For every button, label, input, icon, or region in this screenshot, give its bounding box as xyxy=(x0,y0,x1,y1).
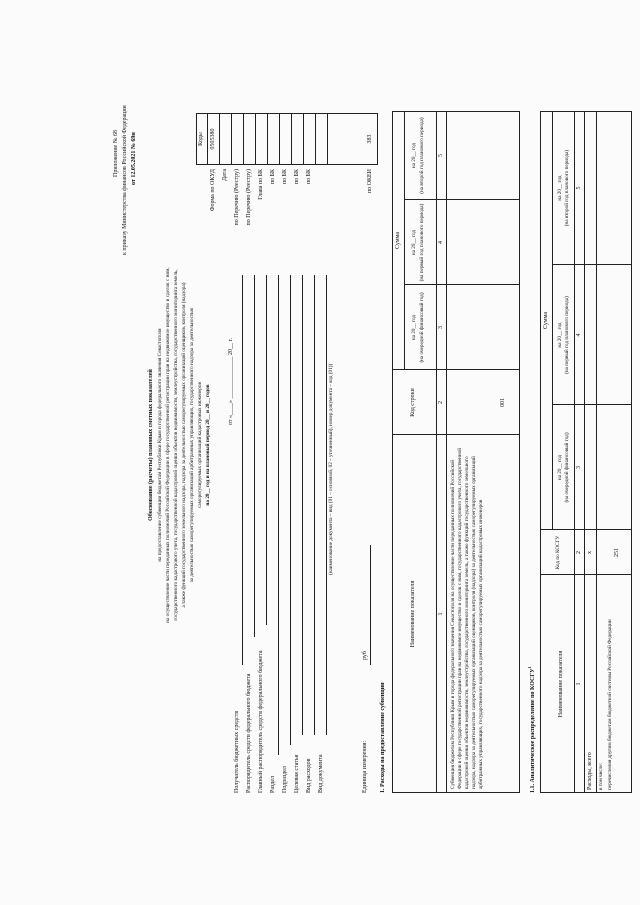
unit-label: Единица измерения: xyxy=(362,740,368,793)
s11-num-1: 1 xyxy=(576,682,582,686)
chapter-label: Глава по БК xyxy=(258,169,264,200)
field-section: Раздел xyxy=(270,776,276,793)
s1-y3-note: (на второй год планового периода) xyxy=(419,117,425,194)
s11-row-total: Расходы, всего xyxy=(587,752,593,790)
s1-y3: на 20__ год xyxy=(411,142,417,169)
order-date: от 12.05.2021 № 69н xyxy=(131,132,137,185)
okei-label: по ОКЕИ xyxy=(367,169,373,194)
s1-y2-note: (на первый год планового периода) xyxy=(419,203,425,282)
bk-4-label: по БК xyxy=(306,169,312,185)
s11-y3: на 20__ год xyxy=(557,175,563,201)
s11-col-code: Код по КОСГУ xyxy=(555,535,561,570)
s11-num-4: 4 xyxy=(576,333,582,337)
field-manager: Распорядитель средств федерального бюджета xyxy=(246,673,252,793)
s11-col-sum: Сумма xyxy=(543,312,549,329)
footnote-mark: 1 xyxy=(527,666,532,669)
field-subsection: Подраздел xyxy=(282,766,288,793)
title-line-2: на предоставление субвенции бюджетам Республики Крым и города федерального значения Севастополя xyxy=(157,328,163,562)
title-line-4: государственного кадастрового учета, государственной кадастровой оценки объектов недвижимости, землеустройства, государственного мониторинга земель, xyxy=(173,269,179,621)
s11-row-transfers-code: 251 xyxy=(614,548,620,557)
s1-y1: на 20__ год xyxy=(411,314,417,341)
s1-num-1: 1 xyxy=(438,612,444,616)
okud-value: 0505380 xyxy=(210,128,216,150)
bk-1-label: по БК xyxy=(270,169,276,185)
title-period: на 20__ год и на плановый период 20__ и 20__ годов xyxy=(205,384,211,506)
field-target-article: Целевая статья xyxy=(294,754,300,793)
title-line-3: на осуществление части переданных полномочий Российской Федерации в сфере государственной регистрации прав на недвижимое имущество и сделок с ним, xyxy=(165,267,171,623)
field-expense-type: Вид расходов xyxy=(306,758,312,793)
s1-num-5: 5 xyxy=(438,154,444,157)
codes-header: Коды xyxy=(198,132,204,146)
codes-box xyxy=(196,113,378,165)
bk-2-label: по БК xyxy=(282,169,288,185)
s11-y2-note: (на первый год планового периода) xyxy=(564,296,570,374)
s1-row-text: Субвенция бюджетам Республики Крым и города федерального значения Севастополя на осуществление части переданных полномочий Российской Федерации в сфере государственной регистрации прав на недвижимое имущество и сделок с ним, государственного кадастрового учета, государственной кадастровой оценки объектов недвижимости, землеустройства, государственного мониторинга земель, а также функций государственного земельного надзора, надзора за деятельностью саморегулируемых организаций оценщиков, контроля (надзора) за деятельностью саморегулируемых организаций арбитражных управляющих, государственного надзора за деятельностью саморегулируемых организаций кадастровых инженеров xyxy=(450,447,485,789)
okud-label: Форма по ОКУД xyxy=(210,169,216,212)
s1-row-code: 001 xyxy=(500,398,506,407)
s11-y3-note: (на второй год планового периода) xyxy=(564,149,570,227)
date-line: от «____» ______________ 20__ г. xyxy=(228,338,234,425)
field-chief-manager: Главный распорядитель средств федерального бюджета xyxy=(258,650,264,793)
list-2-label: по Перечню (Реестру) xyxy=(246,169,252,226)
s11-col-name: Наименование показателя xyxy=(558,650,564,718)
s11-y1: на 20__ год xyxy=(557,454,563,481)
s1-num-2: 2 xyxy=(438,401,444,404)
appendix-number: Приложение № 68 xyxy=(113,130,119,177)
s11-row-including: в том числе: xyxy=(598,762,604,790)
doc-title: Обоснование (расчеты) плановых сметных показателей xyxy=(148,369,154,521)
list-1-label: по Перечню (Реестру) xyxy=(234,169,240,226)
bk-3-label: по БК xyxy=(294,169,300,185)
s1-col-code: Код строки xyxy=(410,388,416,417)
s11-num-2: 2 xyxy=(576,551,582,554)
section11-title: 1.1. Аналитическое распределение по КОСГУ$^1$ xyxy=(527,666,536,793)
s11-num-5: 5 xyxy=(576,186,582,190)
doc-type-note: (наименование документа – вид (01 – основной, 02 – уточненный), номер документа – код (01)) xyxy=(328,363,334,575)
title-line-5: а также функций государственного земельного надзора, надзора за деятельностью саморегулируемых организаций оценщиков, контроля (надзора) xyxy=(181,282,187,608)
s1-col-name: Наименование показателя xyxy=(410,580,416,648)
section11-table xyxy=(540,111,632,793)
date-label: Дата xyxy=(222,169,228,181)
field-doc-type: Вид документа xyxy=(318,754,324,793)
s1-num-4: 4 xyxy=(438,241,444,244)
s11-y1-note: (на очередной финансовый год) xyxy=(564,432,570,503)
s1-y1-note: (на очередной финансовый год) xyxy=(419,292,425,363)
s11-row-transfers: перечисления другим бюджетам бюджетной системы Российской Федерации xyxy=(607,619,613,790)
s11-row-total-code: x xyxy=(587,551,593,554)
s1-y2: на 20__ год xyxy=(411,229,417,256)
s11-num-3: 3 xyxy=(576,466,582,469)
field-recipient: Получатель бюджетных средств xyxy=(234,710,240,793)
order-reference: к приказу Министерства финансов Российской Федерации xyxy=(122,105,128,255)
title-line-7: саморегулируемых организаций кадастровых инженеров xyxy=(197,382,203,508)
title-line-6: за деятельностью саморегулируемых организаций арбитражных управляющих, государственного надзора за деятельностью xyxy=(189,307,195,583)
okei-value: 383 xyxy=(367,134,373,144)
section1-title: 1. Расходы на предоставление субвенции xyxy=(380,682,386,793)
s11-y2: на 20__ год xyxy=(557,322,563,348)
s1-col-sum: Сумма xyxy=(395,232,401,249)
unit-value: руб xyxy=(362,651,368,660)
s1-num-3: 3 xyxy=(438,326,444,329)
